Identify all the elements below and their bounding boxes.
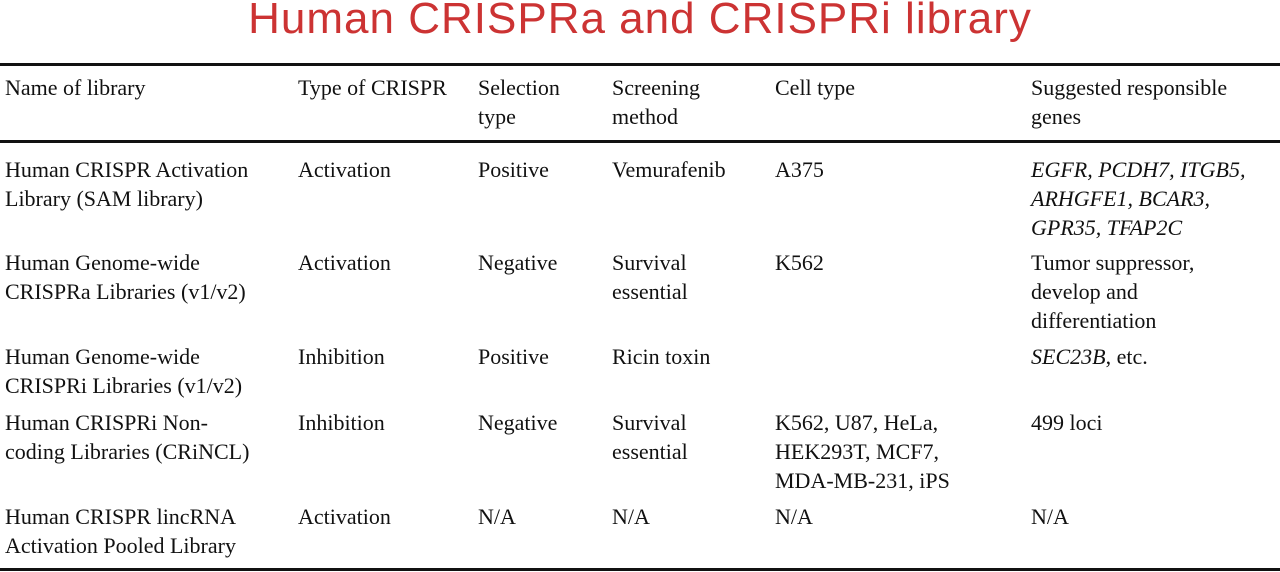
row-method: Survival essential <box>612 410 688 464</box>
row-cell-type: N/A <box>775 504 813 529</box>
row-selection: Positive <box>478 344 549 369</box>
row-name: Human Genome-wide CRISPRi Libraries (v1/v2) <box>5 344 243 398</box>
table-top-rule <box>0 63 1280 66</box>
row-type: Inhibition <box>298 344 385 369</box>
row-genes <box>1031 248 1194 335</box>
row-genes-plain: , etc. <box>1105 344 1148 369</box>
row-cell-type: A375 <box>775 157 824 182</box>
header-name: Name of library <box>5 75 146 100</box>
row-selection: Positive <box>478 157 549 182</box>
page-title: Human CRISPRa and CRISPRi library <box>248 0 1032 43</box>
row-cell-type: K562 <box>775 250 824 275</box>
row-selection: Negative <box>478 250 558 275</box>
header-cell-type: Cell type <box>775 75 856 100</box>
row-genes-plain: N/A <box>1031 504 1069 529</box>
row-genes <box>1031 502 1069 531</box>
row-type: Activation <box>298 250 391 275</box>
row-method: Survival essential <box>612 250 688 304</box>
row-selection: Negative <box>478 410 558 435</box>
row-type: Inhibition <box>298 410 385 435</box>
header-genes: Suggested responsible genes <box>1031 75 1228 129</box>
header-method: Screening method <box>612 75 700 129</box>
table-bottom-rule <box>0 568 1280 571</box>
row-type: Activation <box>298 504 391 529</box>
header-selection: Selection type <box>478 75 560 129</box>
row-method: N/A <box>612 504 650 529</box>
table-header-rule <box>0 140 1280 143</box>
row-selection: N/A <box>478 504 516 529</box>
row-genes-italic: EGFR, PCDH7, ITGB5, ARHGFE1, BCAR3, GPR35, TFAP2C <box>1031 157 1246 240</box>
row-genes <box>1031 408 1103 437</box>
row-name: Human Genome-wide CRISPRa Libraries (v1/v2) <box>5 250 246 304</box>
row-cell-type: K562, U87, HeLa, HEK293T, MCF7, MDA-MB-231, iPS <box>775 410 950 493</box>
row-genes-italic: SEC23B <box>1031 344 1106 369</box>
row-type: Activation <box>298 157 391 182</box>
row-name: Human CRISPR lincRNA Activation Pooled Library <box>5 504 237 558</box>
header-type: Type of CRISPR <box>298 75 447 100</box>
row-method: Vemurafenib <box>612 157 726 182</box>
row-genes <box>1031 342 1148 371</box>
row-genes-plain: Tumor suppressor, develop and differentiation <box>1031 250 1195 333</box>
row-genes-plain: 499 loci <box>1031 410 1103 435</box>
row-name: Human CRISPR Activation Library (SAM library) <box>5 157 249 211</box>
row-name: Human CRISPRi Non- coding Libraries (CRiNCL) <box>5 410 250 464</box>
row-genes <box>1031 155 1245 242</box>
row-method: Ricin toxin <box>612 344 711 369</box>
